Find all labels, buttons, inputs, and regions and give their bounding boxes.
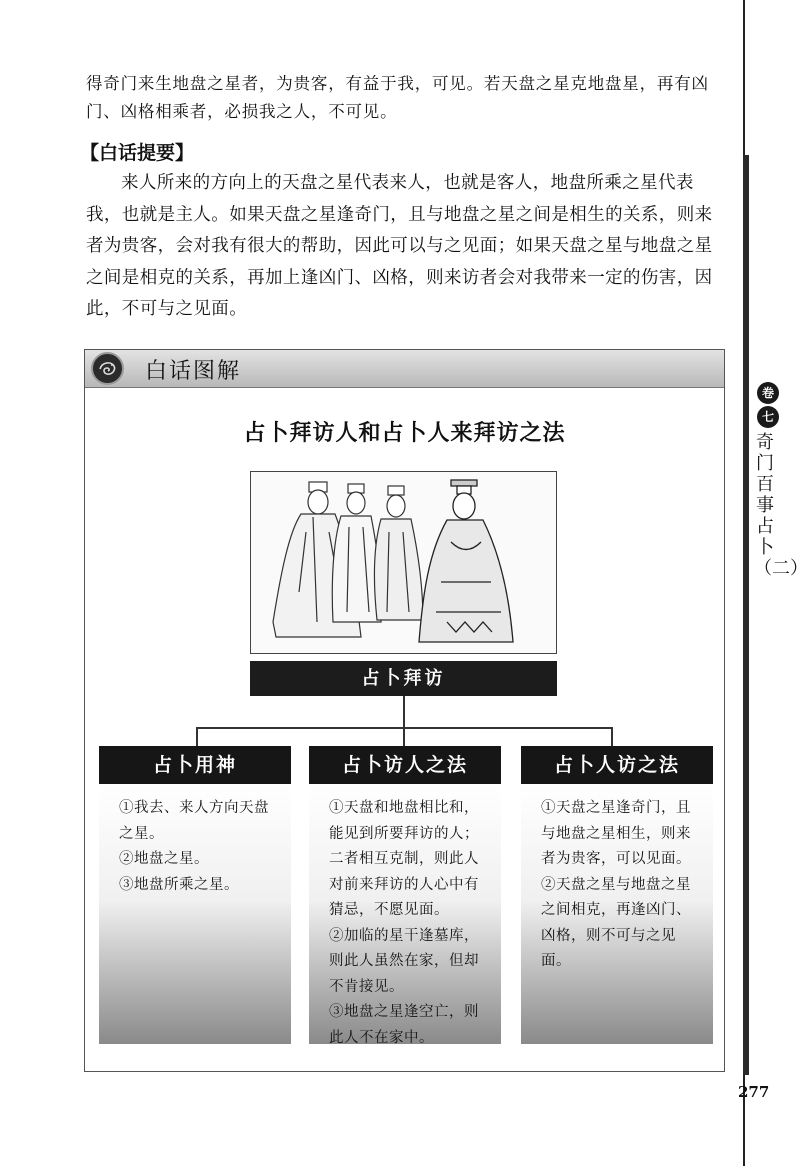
ancient-figures-illustration — [250, 471, 557, 654]
column-1-item-2: ②地盘之星。 — [119, 851, 209, 867]
volume-badge-top: 卷 — [757, 382, 779, 404]
figure-4 — [419, 480, 513, 642]
column-body-2 — [309, 784, 501, 1044]
paragraph-main-text: 来人所来的方向上的天盘之星代表来人，也就是客人，地盘所乘之星代表我，也就是主人。如果天盘之星逢奇门，且与地盘之星之间是相生的关系，则来者为贵客，会对我有很大的帮助，因此可以与之见面；如果天盘之星与地盘之星之间是相克的关系，再加上逢凶门、凶格，则来访者会对我带来一定的伤害，因此，不可与之见面。 — [86, 173, 713, 319]
diagram-title: 占卜拜访人和占卜人来拜访之法 — [243, 421, 566, 446]
column-body-3 — [521, 784, 713, 1044]
page-margin-bar — [743, 155, 749, 1075]
connector-middle — [403, 727, 405, 746]
column-2-item-1: ①天盘和地盘相比和，能见到所要拜访的人；二者相互克制，则此人对前来拜访的人心中有猜忌，不愿见面。 — [329, 800, 479, 918]
column-1-item-1: ①我去、来人方向天盘之星。 — [119, 800, 269, 842]
column-3-item-2: ②天盘之星与地盘之星之间相克，再逢凶门、凶格，则不可与之见面。 — [541, 876, 691, 969]
connector-right — [611, 727, 613, 746]
figure-3 — [374, 486, 423, 620]
connector-left — [196, 727, 198, 746]
column-head-3: 占卜人访之法 — [521, 746, 713, 784]
paragraph-main — [86, 168, 728, 326]
side-chapter-title: 奇门百事占卜（二） — [754, 432, 808, 579]
connector-vertical — [403, 696, 405, 727]
column-1-item-3: ③地盘所乘之星。 — [119, 876, 239, 893]
column-head-2: 占卜访人之法 — [309, 746, 501, 784]
column-head-1: 占卜用神 — [99, 746, 291, 784]
dragon-emblem-icon — [91, 352, 124, 385]
column-3-item-1: ①天盘之星逢奇门，且与地盘之星相生，则来者为贵客，可以见面。 — [541, 800, 691, 867]
page-number: 277 — [738, 1083, 770, 1101]
center-label: 占卜拜访 — [250, 661, 557, 696]
figure-2 — [332, 484, 381, 622]
illustration-section — [84, 349, 725, 1072]
section-title: 白话图解 — [145, 359, 242, 384]
column-body-1 — [99, 784, 291, 1044]
paragraph-top: 得奇门来生地盘之星者，为贵客，有益于我，可见。若天盘之星克地盘星，再有凶门、凶格相乘者，必损我之人，不可见。 — [86, 74, 709, 121]
section-heading: 【白话提要】 — [80, 142, 195, 164]
volume-badge-bottom: 七 — [757, 406, 779, 428]
column-2-item-2: ②加临的星干逢墓库，则此人虽然在家，但却不肯接见。 — [329, 927, 479, 995]
column-2-item-3: ③地盘之星逢空亡，则此人不在家中。 — [329, 1004, 479, 1046]
section-header — [85, 350, 724, 388]
